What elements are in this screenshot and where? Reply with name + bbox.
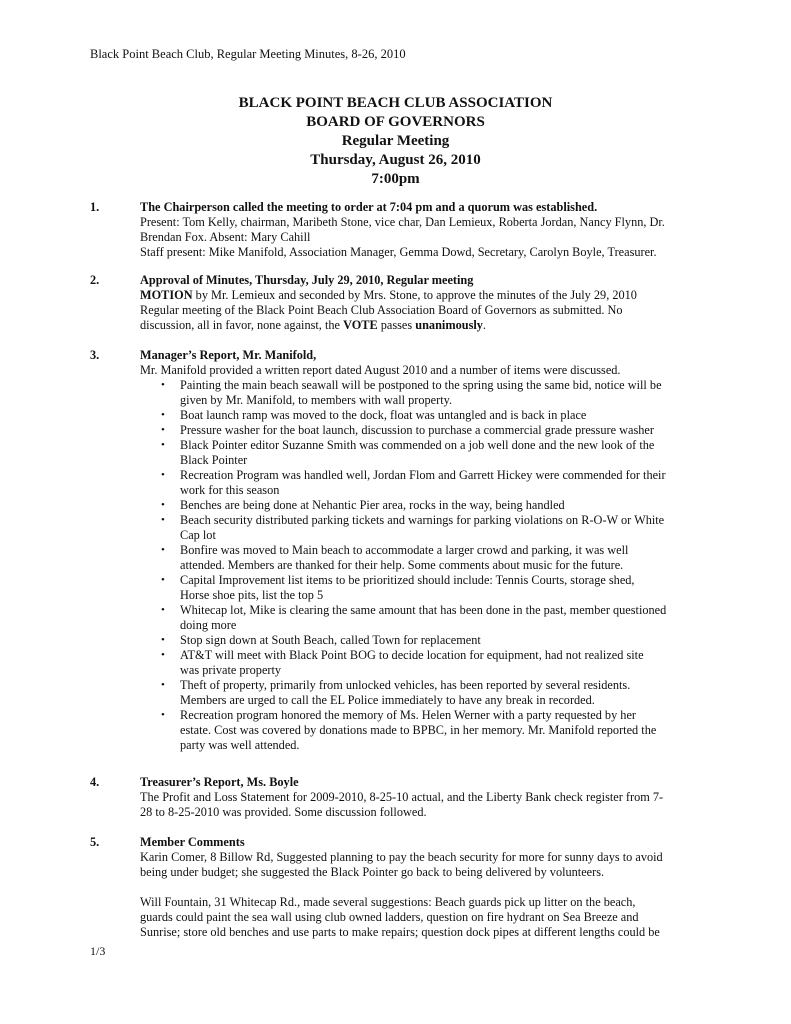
report-line: 28 to 8-25-2010 was provided. Some discussion followed.	[140, 805, 427, 819]
section-approval-of-minutes	[90, 273, 730, 333]
motion-line: Regular meeting of the Black Point Beach Club Association Board of Governors as submitted. No	[140, 303, 623, 317]
section-heading: The Chairperson called the meeting to order at 7:04 pm and a quorum was established.	[140, 200, 598, 214]
list-item	[161, 678, 730, 708]
list-item-text: Black Pointer editor Suzanne Smith was commended on a job well done and the new look of the	[180, 438, 655, 452]
vote-result: unanimously	[415, 318, 483, 332]
list-item	[161, 378, 730, 408]
motion-line	[140, 288, 730, 303]
list-item-text: was private property	[180, 663, 282, 677]
list-item-text: Horse shoe pits, list the top 5	[180, 588, 324, 602]
vote-text: .	[482, 318, 486, 332]
list-item-text: Cap lot	[180, 528, 216, 542]
list-item	[161, 468, 730, 498]
section-number: 5.	[90, 835, 100, 849]
list-item-text: Bonfire was moved to Main beach to accommodate a larger crowd and parking, it was well	[180, 543, 629, 557]
comment-line: Will Fountain, 31 Whitecap Rd., made several suggestions: Beach guards pick up litter on the beach,	[140, 895, 636, 909]
vote-line	[140, 318, 730, 333]
bullet-icon: •	[161, 679, 165, 691]
running-header: Black Point Beach Club, Regular Meeting Minutes, 8-26, 2010	[90, 47, 406, 61]
list-item-text: Black Pointer	[180, 453, 248, 467]
report-items	[140, 378, 730, 753]
list-item-text: given by Mr. Manifold, to members with wall property.	[180, 393, 453, 407]
section-number: 2.	[90, 273, 100, 287]
motion-text: by Mr. Lemieux and seconded by Mrs. Stone, to approve the minutes of the July 29, 2010	[192, 288, 637, 302]
list-item	[161, 423, 730, 438]
list-item-text: estate. Cost was covered by donations made to BPBC, in her memory. Mr. Manifold reported the	[180, 723, 657, 737]
bullet-icon: •	[161, 574, 165, 586]
vote-text: passes	[377, 318, 416, 332]
list-item-text: Benches are being done at Nehantic Pier area, rocks in the way, being handled	[180, 498, 565, 512]
vote-label: VOTE	[343, 318, 378, 332]
list-item-text: Whitecap lot, Mike is clearing the same amount that has been done in the past, member questioned	[180, 603, 667, 617]
section-call-to-order	[90, 200, 730, 260]
bullet-icon: •	[161, 409, 165, 421]
section-number: 3.	[90, 348, 100, 362]
staff-line: Staff present: Mike Manifold, Association Manager, Gemma Dowd, Secretary, Carolyn Boyle, Treasurer.	[140, 245, 657, 259]
title-line-1: BLACK POINT BEACH CLUB ASSOCIATION	[238, 95, 553, 111]
bullet-icon: •	[161, 424, 165, 436]
list-item	[161, 408, 730, 423]
list-item-text: Painting the main beach seawall will be postponed to the spring using the same bid, notice will be	[180, 378, 662, 392]
list-item-text: Members are urged to call the EL Police immediately to have any break in recorded.	[180, 693, 595, 707]
list-item	[161, 498, 730, 513]
page-number: 1/3	[90, 944, 106, 958]
list-item-text: Stop sign down at South Beach, called Town for replacement	[180, 633, 481, 647]
section-number: 1.	[90, 200, 100, 214]
section-heading: Approval of Minutes, Thursday, July 29, 2010, Regular meeting	[140, 273, 474, 287]
list-item-text: AT&T will meet with Black Point BOG to decide location for equipment, had not realized site	[180, 648, 644, 662]
list-item-text: party was well attended.	[180, 738, 300, 752]
list-item-text: Recreation program honored the memory of Ms. Helen Werner with a party requested by her	[180, 708, 637, 722]
comment-line: Karin Comer, 8 Billow Rd, Suggested planning to pay the beach security for more for sunny days to avoid	[140, 850, 663, 864]
list-item	[161, 633, 730, 648]
comment-line: guards could paint the sea wall using club owned ladders, question on fire hydrant on Sea Breeze and	[140, 910, 639, 924]
vote-text: discussion, all in favor, none against, the	[140, 318, 344, 332]
list-item-text: Boat launch ramp was moved to the dock, float was untangled and is back in place	[180, 408, 587, 422]
motion-label: MOTION	[140, 288, 193, 302]
title-line-5: 7:00pm	[371, 171, 420, 187]
comment-line: Sunrise; store old benches and use parts to make repairs; question dock pipes at different lengths could be	[140, 925, 660, 939]
list-item-text: Pressure washer for the boat launch, discussion to purchase a commercial grade pressure washer	[180, 423, 654, 437]
section-managers-report	[90, 348, 730, 753]
section-number: 4.	[90, 775, 100, 789]
title-line-4: Thursday, August 26, 2010	[310, 152, 481, 168]
list-item-text: Recreation Program was handled well, Jordan Flom and Garrett Hickey were commended for their	[180, 468, 666, 482]
bullet-icon: •	[161, 649, 165, 661]
title-line-3: Regular Meeting	[341, 133, 450, 149]
attendance-line: Present: Tom Kelly, chairman, Maribeth Stone, vice char, Dan Lemieux, Roberta Jordan, Nancy Flynn, Dr.	[140, 215, 665, 229]
report-intro: Mr. Manifold provided a written report dated August 2010 and a number of items were discussed.	[140, 363, 621, 377]
bullet-icon: •	[161, 379, 165, 391]
document-title	[0, 94, 791, 189]
bullet-icon: •	[161, 544, 165, 556]
list-item	[161, 573, 730, 603]
report-line: The Profit and Loss Statement for 2009-2010, 8-25-10 actual, and the Liberty Bank check register from 7-	[140, 790, 664, 804]
bullet-icon: •	[161, 439, 165, 451]
attendance-line: Brendan Fox. Absent: Mary Cahill	[140, 230, 311, 244]
section-member-comments	[90, 835, 730, 940]
comment-line: being under budget; she suggested the Black Pointer go back to being delivered by volunteers.	[140, 865, 605, 879]
list-item	[161, 438, 730, 468]
section-heading: Member Comments	[140, 835, 245, 849]
bullet-icon: •	[161, 499, 165, 511]
bullet-icon: •	[161, 604, 165, 616]
bullet-icon: •	[161, 709, 165, 721]
bullet-icon: •	[161, 514, 165, 526]
list-item	[161, 603, 730, 633]
title-line-2: BOARD OF GOVERNORS	[306, 114, 485, 130]
section-heading: Treasurer’s Report, Ms. Boyle	[140, 775, 299, 789]
list-item	[161, 513, 730, 543]
list-item-text: work for this season	[180, 483, 280, 497]
list-item-text: Theft of property, primarily from unlocked vehicles, has been reported by several residents.	[180, 678, 631, 692]
list-item-text: doing more	[180, 618, 237, 632]
section-heading: Manager’s Report, Mr. Manifold,	[140, 348, 317, 362]
bullet-icon: •	[161, 634, 165, 646]
list-item	[161, 708, 730, 753]
bullet-icon: •	[161, 469, 165, 481]
list-item	[161, 648, 730, 678]
list-item-text: attended. Members are thanked for their help. Some comments about music for the future.	[180, 558, 624, 572]
list-item-text: Beach security distributed parking tickets and warnings for parking violations on R-O-W or White	[180, 513, 665, 527]
list-item	[161, 543, 730, 573]
list-item-text: Capital Improvement list items to be prioritized should include: Tennis Courts, storage shed,	[180, 573, 635, 587]
section-treasurers-report	[90, 775, 730, 820]
